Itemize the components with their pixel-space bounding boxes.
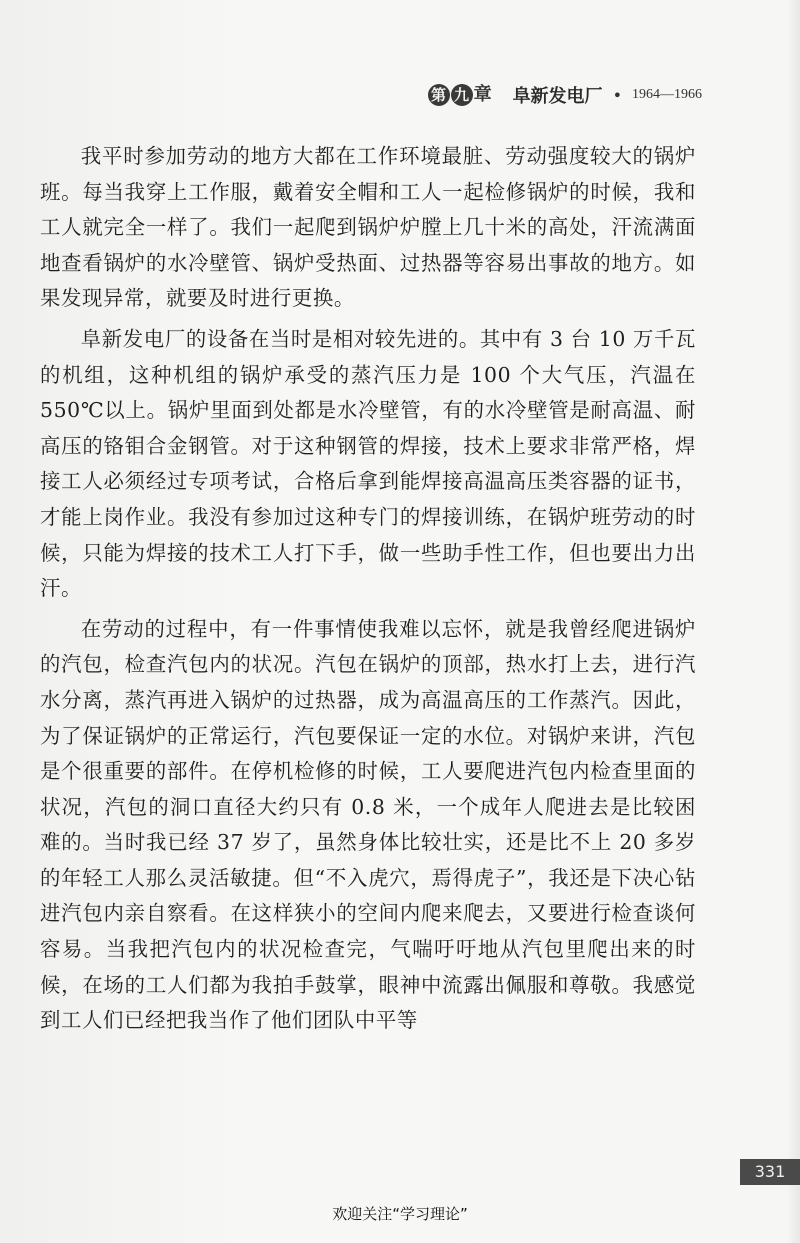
header-years: 1964—1966: [632, 87, 702, 102]
header-separator: •: [612, 85, 622, 105]
header-title: 阜新发电厂: [512, 86, 603, 107]
body-text: [40, 139, 696, 1044]
page-number: 331: [740, 1159, 800, 1185]
chapter-char-2: 九: [451, 84, 473, 106]
chapter-badge: [428, 84, 493, 106]
page-edge-shadow: [786, 0, 800, 1243]
paragraph-2: 阜新发电厂的设备在当时是相对较先进的。其中有 3 台 10 万千瓦的机组，这种机组的锅炉承受的蒸汽压力是 100 个大气压，汽温在 550℃以上。锅炉里面到处都是水冷壁管，有的水冷壁管是耐高温、耐高压的铬钼合金钢管。对于这种钢管的焊接，技术上要求非常严格，焊接工人必须经过专项考试，合格后拿到能焊接高温高压类容器的证书，才能上岗作业。我没有参加过这种专门的焊接训练，在锅炉班劳动的时候，只能为焊接的技术工人打下手，做一些助手性工作，但也要出力出汗。: [40, 326, 696, 601]
chapter-char-1: 第: [428, 84, 450, 106]
footer-note: 欢迎关注“学习理论”: [332, 1205, 468, 1223]
chapter-char-3: 章: [473, 84, 492, 105]
paragraph-1: 我平时参加劳动的地方大都在工作环境最脏、劳动强度较大的锅炉班。每当我穿上工作服，戴着安全帽和工人一起检修锅炉的时候，我和工人就完全一样了。我们一起爬到锅炉炉膛上几十米的高处，汗流满面地查看锅炉的水冷壁管、锅炉受热面、过热器等容易出事故的地方。如果发现异常，就要及时进行更换。: [40, 144, 696, 311]
paragraph-3: 在劳动的过程中，有一件事情使我难以忘怀，就是我曾经爬进锅炉的汽包，检查汽包内的状况。汽包在锅炉的顶部，热水打上去，进行汽水分离，蒸汽再进入锅炉的过热器，成为高温高压的工作蒸汽。因此，为了保证锅炉的正常运行，汽包要保证一定的水位。对锅炉来讲，汽包是个很重要的部件。在停机检修的时候，工人要爬进汽包内检查里面的状况，汽包的洞口直径大约只有 0.8 米，一个成年人爬进去是比较困难的。当时我已经 37 岁了，虽然身体比较壮实，还是比不上 20 多岁的年轻工人那么灵活敏捷。但“不入虎穴，焉得虎子”，我还是下决心钻进汽包内亲自察看。在这样狭小的空间内爬来爬去，又要进行检查谈何容易。当我把汽包内的状况检查完，气喘吁吁地从汽包里爬出来的时候，在场的工人们都为我拍手鼓掌，眼神中流露出佩服和尊敬。我感觉到工人们已经把我当作了他们团队中平等: [40, 616, 696, 1033]
running-header: [428, 78, 702, 112]
